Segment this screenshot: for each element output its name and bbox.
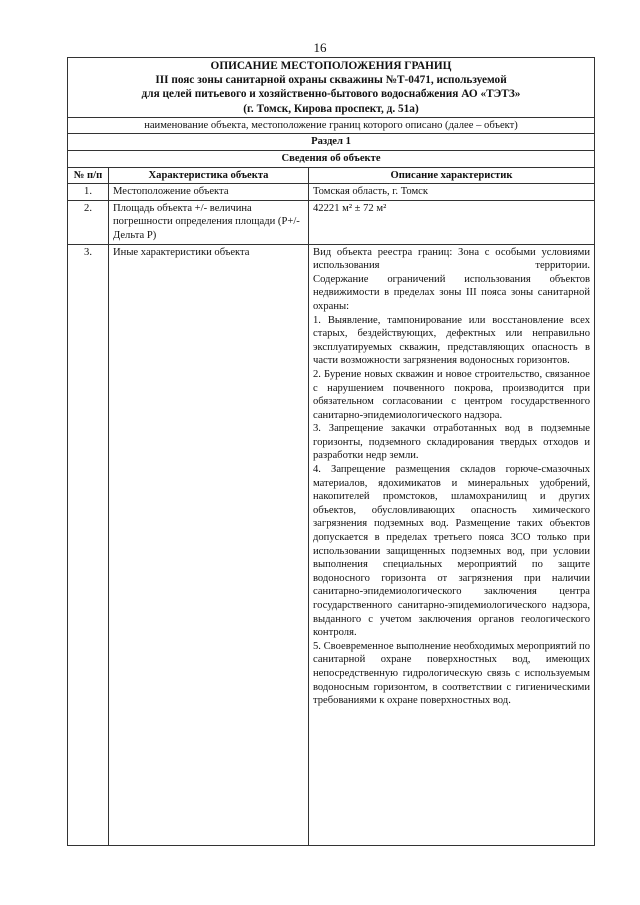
column-header-characteristic: Характеристика объекта [109,167,309,184]
section-title: Сведения об объекте [68,151,595,168]
table-row [68,244,595,845]
title-line-4: (г. Томск, Кирова проспект, д. 51а) [243,102,419,115]
document-title [68,58,595,118]
row-number: 2. [68,200,109,244]
description-paragraph: 5. Своевременное выполнение необходимых мероприятий по санитарной охране поверхностных вод, имеющих непосредственную гидрологическую связь с используемым водоносным горизонтом, в соответствии с гигиеническими требованиями к охране поверхностных вод. [313,640,591,707]
page-number: 16 [313,40,327,55]
row-description [309,244,595,845]
row-number: 3. [68,244,109,845]
description-paragraph: 2. Бурение новых скважин и новое строительство, связанное с нарушением почвенного покрова, производится при обязательном согласовании с центром государственного санитарно-эпидемиологического надзора. [313,368,591,421]
boundary-description-table [67,57,595,846]
description-paragraph: 3. Запрещение закачки отработанных вод в подземные горизонты, подземного складирования твердых отходов и разработки недр земли. [313,423,591,462]
column-header-num: № п/п [68,167,109,184]
object-note: наименование объекта, местоположение границ которого описано (далее – объект) [68,117,595,134]
column-header-row [68,167,595,184]
description-paragraph: 1. Выявление, тампонирование или восстановление всех старых, бездействующих, дефектных или неправильно эксплуатируемых скважин, представляющих опасность в части возможности загрязнения водоносных горизонтов. [313,314,591,367]
title-line-1: ОПИСАНИЕ МЕСТОПОЛОЖЕНИЯ ГРАНИЦ [210,60,452,72]
title-line-3: для целей питьевого и хозяйственно-бытового водоснабжения АО «ТЭТЗ» [141,88,521,101]
description-paragraph: Томская область, г. Томск [313,186,429,198]
row-characteristic: Площадь объекта +/- величина погрешности определения площади (Р+/- Дельта Р) [109,200,309,244]
row-number: 1. [68,184,109,201]
section-label: Раздел 1 [68,134,595,151]
description-paragraph: 4. Запрещение размещения складов горюче-смазочных материалов, ядохимикатов и минеральных удобрений, накопителей промстоков, шламохранилищ и других объектов, обусловливающих опасность химического загрязнения подземных вод. Размещение таких объектов допускается в пределах третьего пояса ЗСО только при использовании защищенных подземных вод, при условии выполнения специальных мероприятий по защите водоносного горизонта от загрязнения при наличии санитарно-эпидемиологического заключения центра государственного санитарно-эпидемиологического надзора, выданного с учетом заключения органов геологического контроля. [313,464,591,639]
row-characteristic: Местоположение объекта [109,184,309,201]
column-header-description: Описание характеристик [309,167,595,184]
table-row [68,184,595,201]
description-paragraph: Вид объекта реестра границ: Зона с особыми условиями использования территории. [313,246,591,272]
title-line-2: III пояс зоны санитарной охраны скважины №Т-0471, используемой [155,74,507,87]
table-row [68,200,595,244]
description-paragraph: Содержание ограничений использования объектов недвижимости в пределах зоны III пояса зоны санитарной охраны: [313,273,591,312]
row-description [309,200,595,244]
description-paragraph: 42221 м² ± 72 м² [313,202,387,214]
row-characteristic: Иные характеристики объекта [109,244,309,845]
row-description [309,184,595,201]
